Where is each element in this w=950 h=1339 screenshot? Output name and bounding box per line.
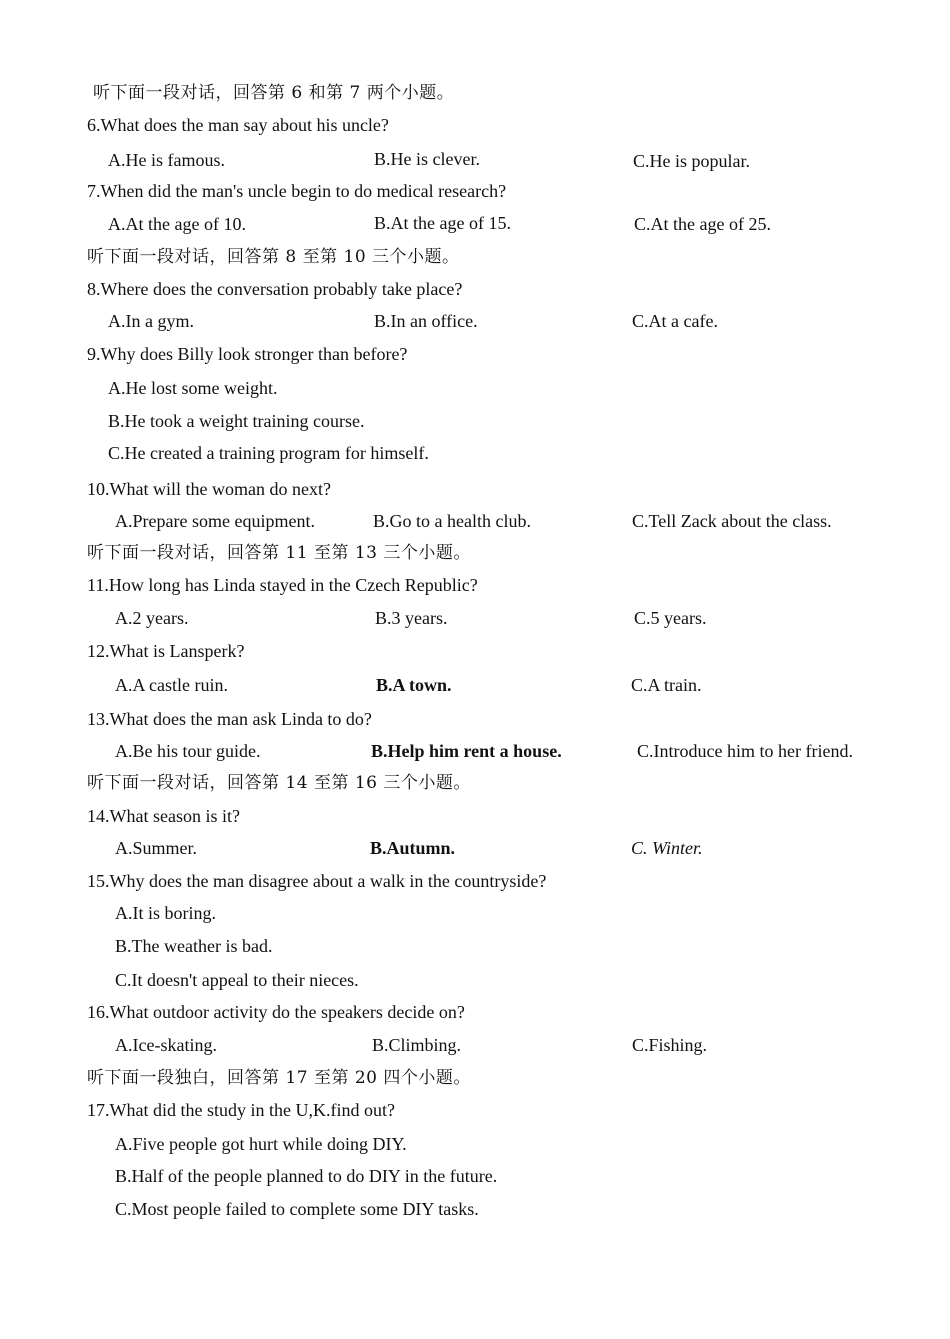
- q12-option-a: A.A castle ruin.: [115, 675, 228, 695]
- q13-option-b: B.Help him rent a house.: [371, 741, 562, 761]
- q14-option-b: B.Autumn.: [370, 838, 456, 858]
- question-12: 12.What is Lansperk?: [87, 641, 245, 661]
- q16-option-a: A.Ice-skating.: [115, 1035, 217, 1055]
- q17-option-c: C.Most people failed to complete some DIY tasks.: [115, 1199, 479, 1219]
- section-heading: 听下面一段独白，回答第 17 至第 20 四个小题。: [87, 1068, 471, 1088]
- q7-option-a: A.At the age of 10.: [108, 214, 246, 234]
- q12-option-b: B.A town.: [376, 675, 452, 695]
- section-heading: 听下面一段对话，回答第 11 至第 13 三个小题。: [87, 543, 471, 563]
- q13-option-a: A.Be his tour guide.: [115, 741, 261, 761]
- section-heading: 听下面一段对话，回答第 8 至第 10 三个小题。: [87, 247, 460, 267]
- q6-option-b: B.He is clever.: [374, 149, 480, 169]
- q12-option-c: C.A train.: [631, 675, 702, 695]
- question-8: 8.Where does the conversation probably take place?: [87, 279, 463, 299]
- q17-option-a: A.Five people got hurt while doing DIY.: [115, 1134, 407, 1154]
- q15-option-c: C.It doesn't appeal to their nieces.: [115, 970, 359, 990]
- q14-option-c: C. Winter.: [631, 838, 703, 858]
- q17-option-b: B.Half of the people planned to do DIY in the future.: [115, 1166, 498, 1186]
- question-16: 16.What outdoor activity do the speakers decide on?: [87, 1002, 465, 1022]
- q16-option-b: B.Climbing.: [372, 1035, 462, 1055]
- q15-option-a: A.It is boring.: [115, 903, 216, 923]
- q11-option-c: C.5 years.: [634, 608, 707, 628]
- q9-option-b: B.He took a weight training course.: [108, 411, 365, 431]
- q10-option-a: A.Prepare some equipment.: [115, 511, 315, 531]
- q7-option-b: B.At the age of 15.: [374, 213, 511, 233]
- q16-option-c: C.Fishing.: [632, 1035, 708, 1055]
- section-heading: 听下面一段对话，回答第 14 至第 16 三个小题。: [87, 773, 471, 793]
- q8-option-c: C.At a cafe.: [632, 311, 718, 331]
- q8-option-b: B.In an office.: [374, 311, 478, 331]
- q10-option-c: C.Tell Zack about the class.: [632, 511, 832, 531]
- q13-option-c: C.Introduce him to her friend.: [637, 741, 853, 761]
- question-9: 9.Why does Billy look stronger than before?: [87, 344, 408, 364]
- question-17: 17.What did the study in the U,K.find out?: [87, 1100, 395, 1120]
- q7-option-c: C.At the age of 25.: [634, 214, 771, 234]
- q15-option-b: B.The weather is bad.: [115, 936, 273, 956]
- q10-option-b: B.Go to a health club.: [373, 511, 531, 531]
- q11-option-a: A.2 years.: [115, 608, 189, 628]
- q14-option-a: A.Summer.: [115, 838, 198, 858]
- question-15: 15.Why does the man disagree about a walk in the countryside?: [87, 871, 547, 891]
- q8-option-a: A.In a gym.: [108, 311, 194, 331]
- q6-option-a: A.He is famous.: [108, 150, 225, 170]
- section-heading: 听下面一段对话，回答第 6 和第 7 两个小题。: [93, 83, 455, 103]
- q6-option-c: C.He is popular.: [633, 151, 750, 171]
- question-6: 6.What does the man say about his uncle?: [87, 115, 389, 135]
- q9-option-c: C.He created a training program for himself.: [108, 443, 429, 463]
- q9-option-a: A.He lost some weight.: [108, 378, 278, 398]
- question-14: 14.What season is it?: [87, 806, 240, 826]
- question-13: 13.What does the man ask Linda to do?: [87, 709, 372, 729]
- question-7: 7.When did the man's uncle begin to do medical research?: [87, 181, 507, 201]
- question-11: 11.How long has Linda stayed in the Czech Republic?: [87, 575, 478, 595]
- q11-option-b: B.3 years.: [375, 608, 448, 628]
- question-10: 10.What will the woman do next?: [87, 479, 331, 499]
